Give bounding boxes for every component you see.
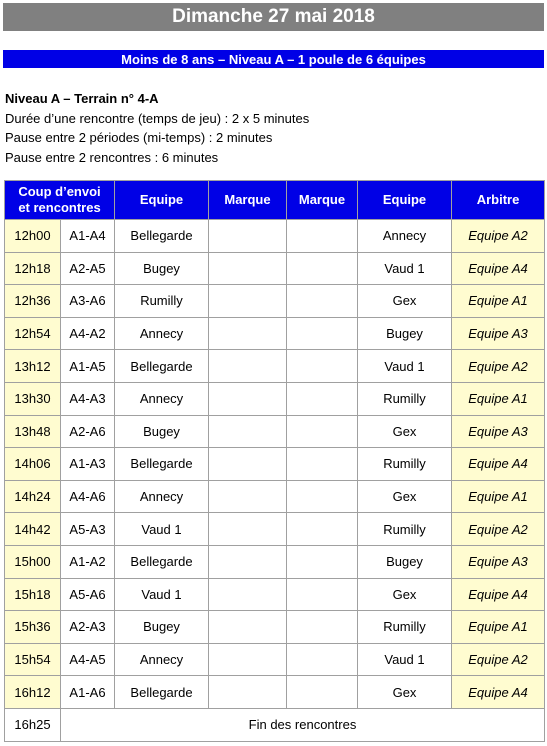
kickoff-time: 13h30 [5, 382, 61, 415]
team-home: Annecy [115, 317, 209, 350]
kickoff-time: 15h00 [5, 545, 61, 578]
kickoff-time: 13h12 [5, 350, 61, 383]
table-row [5, 220, 545, 253]
referee-team: Equipe A3 [452, 317, 545, 350]
team-home: Bugey [115, 252, 209, 285]
match-code: A3-A6 [61, 285, 115, 318]
info-line-duration: Durée d’une rencontre (temps de jeu) : 2 x 5 minutes [5, 110, 310, 126]
kickoff-time: 15h54 [5, 643, 61, 676]
score-away-cell[interactable] [287, 382, 358, 415]
team-away: Annecy [358, 220, 452, 253]
referee-team: Equipe A1 [452, 382, 545, 415]
team-home: Bugey [115, 415, 209, 448]
table-row-end [5, 708, 545, 741]
score-away-cell[interactable] [287, 676, 358, 709]
match-code: A4-A2 [61, 317, 115, 350]
kickoff-time: 12h00 [5, 220, 61, 253]
team-away: Gex [358, 285, 452, 318]
referee-team: Equipe A4 [452, 448, 545, 481]
team-home: Bellegarde [115, 220, 209, 253]
referee-team: Equipe A1 [452, 285, 545, 318]
match-code: A4-A3 [61, 382, 115, 415]
referee-team: Equipe A4 [452, 676, 545, 709]
table-row [5, 578, 545, 611]
table-row [5, 285, 545, 318]
score-home-cell[interactable] [209, 285, 287, 318]
referee-team: Equipe A2 [452, 643, 545, 676]
match-code: A2-A3 [61, 611, 115, 644]
info-line-halftime: Pause entre 2 périodes (mi-temps) : 2 minutes [5, 130, 273, 145]
table-row [5, 415, 545, 448]
match-code: A1-A3 [61, 448, 115, 481]
match-code: A4-A6 [61, 480, 115, 513]
team-home: Annecy [115, 382, 209, 415]
schedule-table [4, 180, 545, 742]
kickoff-time: 12h54 [5, 317, 61, 350]
score-away-cell[interactable] [287, 285, 358, 318]
team-home: Annecy [115, 480, 209, 513]
team-away: Rumilly [358, 448, 452, 481]
kickoff-time: 13h48 [5, 415, 61, 448]
score-away-cell[interactable] [287, 480, 358, 513]
match-code: A1-A2 [61, 545, 115, 578]
table-row [5, 611, 545, 644]
referee-team: Equipe A2 [452, 350, 545, 383]
score-away-cell[interactable] [287, 317, 358, 350]
match-code: A1-A6 [61, 676, 115, 709]
kickoff-time: 14h42 [5, 513, 61, 546]
header-kickoff-line1: Coup d’envoi [18, 184, 101, 199]
score-home-cell[interactable] [209, 545, 287, 578]
team-home: Vaud 1 [115, 513, 209, 546]
referee-team: Equipe A2 [452, 220, 545, 253]
team-home: Bellegarde [115, 350, 209, 383]
score-away-cell[interactable] [287, 252, 358, 285]
score-home-cell[interactable] [209, 220, 287, 253]
table-row [5, 448, 545, 481]
score-home-cell[interactable] [209, 480, 287, 513]
table-row [5, 350, 545, 383]
match-code: A4-A5 [61, 643, 115, 676]
team-away: Rumilly [358, 382, 452, 415]
kickoff-time: 16h12 [5, 676, 61, 709]
score-away-cell[interactable] [287, 611, 358, 644]
referee-team: Equipe A3 [452, 545, 545, 578]
kickoff-time: 15h18 [5, 578, 61, 611]
header-kickoff-line2: et rencontres [18, 200, 101, 215]
category-banner: Moins de 8 ans – Niveau A – 1 poule de 6 équipes [3, 50, 544, 68]
team-home: Vaud 1 [115, 578, 209, 611]
referee-team: Equipe A3 [452, 415, 545, 448]
page-title: Dimanche 27 mai 2018 [3, 3, 544, 31]
info-line-break: Pause entre 2 rencontres : 6 minutes [5, 149, 219, 165]
end-time: 16h25 [5, 708, 61, 741]
team-away: Gex [358, 480, 452, 513]
table-header-row [5, 181, 545, 220]
table-row [5, 643, 545, 676]
score-away-cell[interactable] [287, 545, 358, 578]
score-home-cell[interactable] [209, 317, 287, 350]
table-row [5, 545, 545, 578]
match-code: A1-A4 [61, 220, 115, 253]
match-code: A2-A5 [61, 252, 115, 285]
table-row [5, 317, 545, 350]
score-home-cell[interactable] [209, 448, 287, 481]
score-away-cell[interactable] [287, 513, 358, 546]
team-home: Bellegarde [115, 545, 209, 578]
match-code: A5-A6 [61, 578, 115, 611]
score-away-cell[interactable] [287, 643, 358, 676]
table-row [5, 252, 545, 285]
match-code: A2-A6 [61, 415, 115, 448]
table-row [5, 676, 545, 709]
header-referee: Arbitre [452, 181, 545, 220]
header-team-home: Equipe [115, 181, 209, 220]
team-home: Bellegarde [115, 448, 209, 481]
team-away: Vaud 1 [358, 643, 452, 676]
referee-team: Equipe A1 [452, 611, 545, 644]
referee-team: Equipe A1 [452, 480, 545, 513]
score-away-cell[interactable] [287, 350, 358, 383]
score-home-cell[interactable] [209, 611, 287, 644]
score-away-cell[interactable] [287, 220, 358, 253]
team-away: Vaud 1 [358, 252, 452, 285]
team-away: Bugey [358, 545, 452, 578]
team-away: Gex [358, 578, 452, 611]
kickoff-time: 14h24 [5, 480, 61, 513]
table-row [5, 480, 545, 513]
kickoff-time: 14h06 [5, 448, 61, 481]
team-home: Bugey [115, 611, 209, 644]
team-away: Rumilly [358, 611, 452, 644]
score-away-cell[interactable] [287, 415, 358, 448]
score-away-cell[interactable] [287, 448, 358, 481]
table-row [5, 382, 545, 415]
header-score-away: Marque [287, 181, 358, 220]
kickoff-time: 15h36 [5, 611, 61, 644]
team-away: Gex [358, 415, 452, 448]
score-home-cell[interactable] [209, 415, 287, 448]
match-code: A5-A3 [61, 513, 115, 546]
referee-team: Equipe A2 [452, 513, 545, 546]
match-code: A1-A5 [61, 350, 115, 383]
referee-team: Equipe A4 [452, 252, 545, 285]
header-score-home: Marque [209, 181, 287, 220]
team-home: Annecy [115, 643, 209, 676]
referee-team: Equipe A4 [452, 578, 545, 611]
score-home-cell[interactable] [209, 676, 287, 709]
team-away: Rumilly [358, 513, 452, 546]
score-home-cell[interactable] [209, 382, 287, 415]
info-heading: Niveau A – Terrain n° 4-A [5, 91, 159, 106]
score-home-cell[interactable] [209, 513, 287, 546]
end-label: Fin des rencontres [61, 708, 545, 741]
match-info [5, 89, 309, 167]
header-kickoff [5, 181, 115, 220]
kickoff-time: 12h36 [5, 285, 61, 318]
team-home: Rumilly [115, 285, 209, 318]
team-away: Gex [358, 676, 452, 709]
team-away: Vaud 1 [358, 350, 452, 383]
team-away: Bugey [358, 317, 452, 350]
score-home-cell[interactable] [209, 578, 287, 611]
score-home-cell[interactable] [209, 350, 287, 383]
score-home-cell[interactable] [209, 252, 287, 285]
kickoff-time: 12h18 [5, 252, 61, 285]
team-home: Bellegarde [115, 676, 209, 709]
score-home-cell[interactable] [209, 643, 287, 676]
score-away-cell[interactable] [287, 578, 358, 611]
header-team-away: Equipe [358, 181, 452, 220]
table-row [5, 513, 545, 546]
